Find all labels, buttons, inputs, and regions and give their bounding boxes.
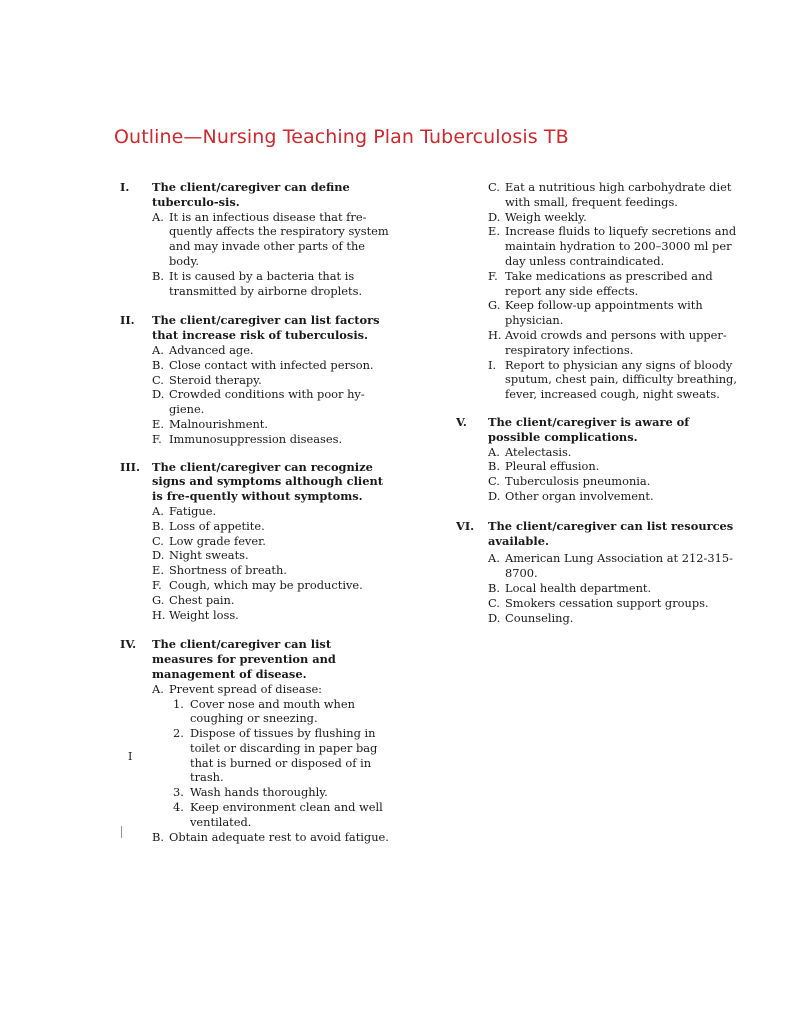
item-letter: B. [488,459,500,474]
list-item [488,459,741,474]
list-item [152,373,395,388]
left-column [120,180,395,844]
section-heading: The client/caregiver can list resources available. [488,518,734,548]
item-letter: C. [152,372,164,387]
item-text: Report to physician any signs of bloody sputum, chest pain, difficulty breathing, fever, increased cough, night sweats. [505,357,737,402]
list-item [488,358,741,402]
item-text: Low grade fever. [169,533,266,548]
list-item [488,445,741,460]
section-heading: The client/caregiver can list measures for prevention and management of disease. [152,637,336,681]
list-item [488,180,741,210]
list-item [152,534,395,549]
list-item [152,504,395,519]
section-6 [456,519,741,626]
item-letter: D. [488,488,501,503]
section-heading: The client/caregiver can recognize signs and symptoms although client is fre-quently without symptoms. [152,459,384,504]
sub-item [173,785,395,800]
section-3 [120,460,395,623]
section-heading: The client/caregiver can list factors that increase risk of tuberculosis. [152,313,380,343]
item-letter: G. [488,298,501,313]
list-item [488,328,741,358]
list-item [488,581,741,596]
list-item [488,596,741,611]
item-text: It is caused by a bacteria that is transmitted by airborne droplets. [169,268,363,298]
item-text: Weight loss. [169,607,239,622]
section-number: IV. [120,637,137,652]
section-2 [120,313,395,446]
section-number: V. [456,414,467,429]
item-text: Fatigue. [169,503,217,518]
sub-item [173,697,395,727]
list-item [152,593,395,608]
item-letter: A. [152,209,164,224]
item-text: Local health department. [505,580,652,595]
list-item [152,358,395,373]
list-item [152,682,395,697]
item-text: Take medications as prescribed and report any side effects. [505,268,713,298]
margin-mark: I [128,750,133,763]
sub-item-text: Cover nose and mouth when coughing or sneezing. [190,696,355,726]
sub-item-text: Keep environment clean and well ventilated. [190,800,383,829]
sub-item-text: Wash hands thoroughly. [190,785,328,800]
list-item [152,563,395,578]
list-item [152,269,395,299]
list-item [152,608,395,623]
section-number: VI. [456,518,475,533]
section-4-continued [456,180,741,402]
item-text: Keep follow-up appointments with physician. [505,298,703,328]
item-letter: E. [152,563,164,578]
item-letter: C. [488,474,500,489]
item-letter: E. [488,224,500,239]
item-text: Malnourishment. [169,416,268,431]
item-letter: C. [152,533,164,548]
item-text: Cough, which may be productive. [169,577,363,592]
item-letter: E. [152,416,164,431]
section-1 [120,180,395,298]
item-text: Steroid therapy. [169,372,262,387]
item-letter: C. [488,595,500,610]
item-text: Prevent spread of disease: [169,681,323,696]
section-heading: The client/caregiver is aware of possible complications. [488,414,690,444]
item-letter: B. [152,518,164,533]
list-item [152,432,395,447]
item-text: Tuberculosis pneumonia. [505,474,651,489]
list-item [488,489,741,504]
item-text: American Lung Association at 212-315-8700. [505,551,733,581]
item-text: Loss of appetite. [169,518,265,533]
item-text: Crowded conditions with poor hy-giene. [169,387,365,417]
list-item [152,548,395,563]
item-letter: H. [152,607,166,622]
list-item [152,210,395,269]
list-item [152,343,395,358]
section-4 [120,637,395,844]
item-letter: B. [152,268,164,283]
sub-item-number: 2. [173,726,184,741]
item-letter: A. [488,444,500,459]
item-text: Immunosuppression diseases. [169,431,343,446]
list-item [488,210,741,225]
item-text: Close contact with infected person. [169,357,374,372]
item-text: Weigh weekly. [505,209,587,224]
item-text: Atelectasis. [505,444,572,459]
item-letter: F. [152,577,162,592]
item-letter: G. [152,592,165,607]
item-letter: A. [152,503,164,518]
item-letter: D. [152,387,165,402]
item-text: Smokers cessation support groups. [505,595,709,610]
list-item [488,269,741,299]
list-item [488,224,741,268]
sub-item-number: 1. [173,696,184,711]
section-number: I. [120,180,130,194]
list-item [488,611,741,626]
section-number: III. [120,459,140,474]
item-text: Shortness of breath. [169,563,287,578]
item-letter: D. [488,610,501,625]
list-item [152,830,395,845]
margin-line [121,826,122,838]
list-item [488,474,741,489]
section-heading: The client/caregiver can define tuberculo-sis. [152,180,350,209]
page-title: Outline—Nursing Teaching Plan Tuberculosis TB [114,126,569,148]
item-text: It is an infectious disease that fre-quently affects the respiratory system and may invade other parts of the body. [169,209,389,268]
item-text: Other organ involvement. [505,488,654,503]
item-text: Increase fluids to liquefy secretions and maintain hydration to 200–3000 ml per day unless contraindicated. [505,224,737,268]
item-text: Night sweats. [169,548,249,563]
list-item [488,551,741,581]
item-text: Counseling. [505,610,574,625]
sub-item-number: 4. [173,800,184,815]
section-number: II. [120,313,135,328]
right-column [456,180,741,625]
item-letter: C. [488,180,500,194]
sub-item-number: 3. [173,785,184,800]
item-letter: A. [488,551,500,566]
item-text: Obtain adequate rest to avoid fatigue. [169,829,389,844]
item-letter: B. [488,580,500,595]
item-letter: A. [152,681,164,696]
item-text: Chest pain. [169,592,235,607]
item-letter: F. [488,268,498,283]
item-text: Advanced age. [169,342,254,357]
item-letter: B. [152,829,164,844]
list-item [152,387,395,417]
item-letter: D. [152,548,165,563]
sub-item [173,800,395,830]
item-letter: F. [152,431,162,446]
sub-item-text: Dispose of tissues by flushing in toilet or discarding in paper bag that is burned or disposed of in trash. [190,726,378,785]
item-text: Pleural effusion. [505,459,600,474]
list-item [488,298,741,328]
item-letter: D. [488,209,501,224]
sub-item [173,726,395,785]
item-text: Avoid crowds and persons with upper-respiratory infections. [505,327,727,357]
item-text: Eat a nutritious high carbohydrate diet with small, frequent feedings. [505,180,732,209]
list-item [152,417,395,432]
item-letter: B. [152,357,164,372]
item-letter: H. [488,327,502,342]
item-letter: I. [488,357,497,372]
section-5 [456,415,741,504]
list-item [152,519,395,534]
item-letter: A. [152,342,164,357]
list-item [152,578,395,593]
